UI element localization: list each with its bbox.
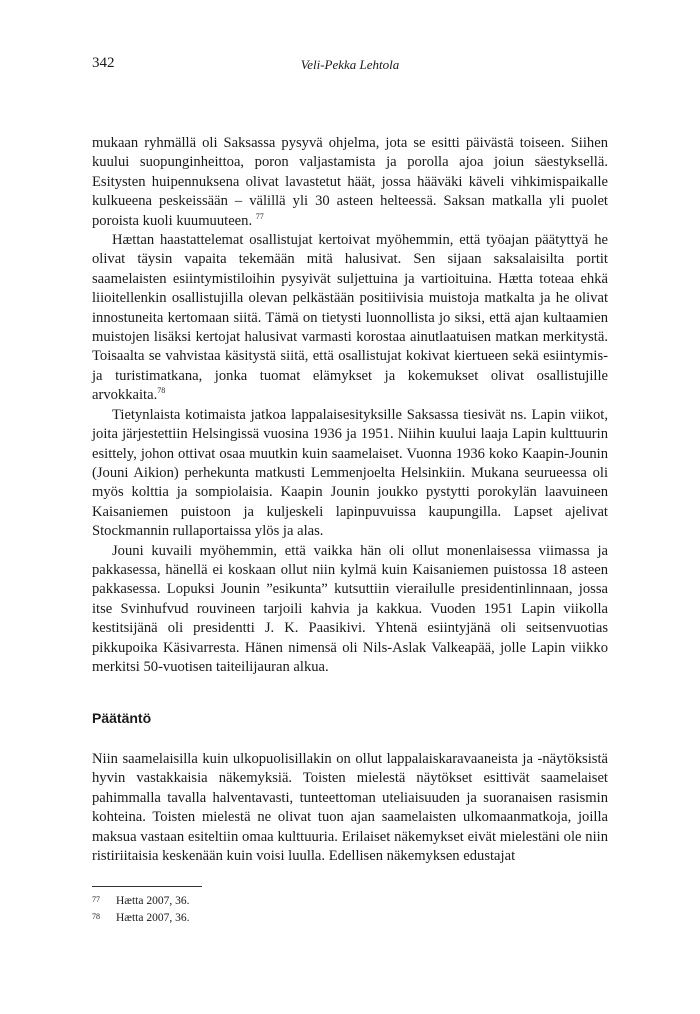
page-number: 342 — [92, 55, 115, 71]
footnote-text: Hætta 2007, 36. — [116, 912, 190, 924]
footnote-text: Hætta 2007, 36. — [116, 895, 190, 907]
conclusion-paragraph: Niin saamelaisilla kuin ulkopuolisillakin on ollut lappalaiskaravaaneista ja -näytöksistä hyvin vastakkaisia näkemyksiä. Toisten mielestä näytökset esittivät saamelaiset pahimmalla tavalla halventavasti, tunteettoman uteliaisuuden ja suoranaisen rasismin kohteina. Toisten mielestä ne olivat tuon ajan saamelaisten ulkomaanmatkoja, joilla maksua vastaan esiteltiin omaa kulttuuria. Erilaiset näkemykset eivät mielestäni ole niin ristiriitaisia keskenään kuin voisi luulla. Edellisen näkemyksen edustajat — [92, 751, 608, 865]
paragraph-1 — [92, 134, 608, 231]
footnote-78 — [92, 910, 608, 927]
footnote-77 — [92, 893, 608, 910]
footnote-ref-78: 78 — [157, 386, 166, 396]
footnotes — [92, 893, 608, 927]
footnote-ref-77: 77 — [255, 211, 264, 221]
running-head: Veli-Pekka Lehtola — [300, 57, 400, 72]
paragraph-text: Hættan haastattelemat osallistujat kertoivat myöhemmin, että työajan päätyttyä he olivat täysin vapaita tekemään mitä halusivat. Sen sijaan saksalaisilta portit saamelaisten esiintymistiloihin pysyivät suljettuina ja vartioituina. Hætta toteaa ehkä liioitellenkin osallistujilla olevan pelkästään positiivisia muistoja matkalta ja he olivat innostuneita kertomaan siitä. Tämä on tietysti luonnollista jo siksi, että ajan kultaamien muistojen lisäksi kertojat halusivat varmasti korostaa ainutlaatuisen matkan merkitystä. Toisaalta se vahvistaa käsitystä siitä, että osallistujat kokivat kiertueen sekä esiintymis- ja turistimatkana, jonka tuomat elämykset ja kokemukset olivat osallistujille arvokkaita. — [92, 232, 608, 404]
body-text — [92, 134, 608, 677]
paragraph-2 — [92, 231, 608, 406]
paragraph-4 — [92, 542, 608, 678]
paragraph-text: Tietynlaista kotimaista jatkoa lappalaisesityksille Saksassa tiesivät ns. Lapin viikot, joita järjestettiin Helsingissä vuosina 1936 ja 1951. Niihin kuului laaja Lapin kulttuurin esittely, johon ottivat osaa muutkin kuin saamelaiset. Vuonna 1936 koko Kaapin-Jounin (Jouni Aikion) perhekunta matkusti Lemmenjoelta Helsinkiin. Mukana seurueessa oli myös kolttia ja sompiolaisia. Kaapin Jounin joukko pystytti porokylän laavuineen Kaisaniemen puistoon ja kuljeskeli lapinpuvuissa kaupungilla. Lapset ajelivat Stockmannin rullaportaissa ylös ja alas. — [92, 406, 608, 540]
footnote-number: 77 — [92, 895, 100, 904]
paragraph-3 — [92, 406, 608, 542]
conclusion-text — [92, 750, 608, 866]
paragraph-text: mukaan ryhmällä oli Saksassa pysyvä ohjelma, jota se esitti päivästä toiseen. Siihen kuului suopunginheittoa, poron valjastamista ja porolla ajoa joiun säestyksellä. Esitysten huipennuksena olivat lavastetut häät, jossa hääväki käveli vihkimispaikalle kulkueena peskeissään – välillä yli 30 asteen helteessä. Saksan matkalla yli puolet poroista kuoli kuumuuteen. — [92, 135, 608, 229]
footnote-number: 78 — [92, 912, 100, 921]
paragraph-text: Jouni kuvaili myöhemmin, että vaikka hän oli ollut monenlaisessa viimassa ja pakkasessa, hänellä ei koskaan ollut niin kylmä kuin Kaisaniemen puistossa 18 asteen pakkasessa. Lopuksi Jounin ”esikunta” kutsuttiin vierailulle presidentinlinnaan, jossa itse Svinhufvud rouvineen tarjoili kahvia ja kakkua. Vuoden 1951 Lapin viikolla kestitsijänä oli presidentti J. K. Paasikivi. Yhtenä esiintyjänä oli seitsenvuotias pikkupoika Käsivarresta. Hänen nimensä oli Nils-Aslak Valkeapää, jolle Lapin viikko merkitsi 50-vuotisen taiteilijauran alkua. — [92, 542, 608, 675]
section-heading: Päätäntö — [92, 710, 152, 726]
footnote-divider — [92, 886, 202, 887]
